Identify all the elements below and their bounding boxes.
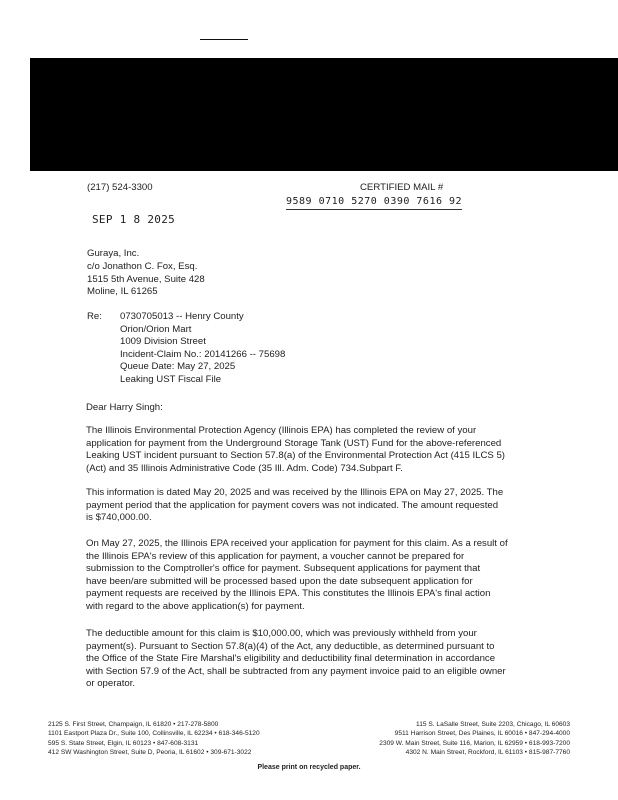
paragraph-line: This information is dated May 20, 2025 and was received by the Illinois EPA on May 27, 2025. The [86,487,504,498]
paragraph-line: with regard to the above application(s) for payment. [86,600,305,612]
re-line: Incident-Claim No.: 20141266 -- 75698 [120,348,286,360]
footer-address: 115 S. LaSalle Street, Suite 2203, Chicago, IL 60603 [416,721,570,728]
paragraph-line: The Illinois Environmental Protection Agency (Illinois EPA) has completed the review of your [86,425,477,436]
re-line: 1009 Division Street [120,336,206,347]
footer-address: 595 S. State Street, Elgin, IL 60123 • 847-608-3131 [48,739,199,747]
paragraph-line: payment(s). Pursuant to Section 57.8(a)(4) of the Act, any deductible, as determined pursuant to [86,640,495,652]
re-details [120,311,285,386]
paragraph-final-action [86,538,508,614]
re-line: Queue Date: May 27, 2025 [120,361,236,372]
salutation: Dear Harry Singh: [86,402,163,413]
address-line: c/o Jonathon C. Fox, Esq. [87,260,198,272]
date-stamp: SEP 1 8 2025 [92,213,176,226]
paragraph-line: have been/are submitted will be processed based upon the date subsequent application for [86,575,473,587]
paragraph-line: (Act) and 35 Illinois Administrative Code (35 Ill. Adm. Code) 734.Subpart F. [86,462,403,474]
paragraph-line: On May 27, 2025, the Illinois EPA received your application for payment for this claim. As a result of [86,538,508,549]
footer-address: 4302 N. Main Street, Rockford, IL 61103 • 815-987-7760 [405,749,570,757]
footer-offices-right [379,720,570,758]
re-label: Re: [87,311,102,322]
certified-mail-label: CERTIFIED MAIL # [360,182,444,193]
paragraph-information [86,487,503,525]
paragraph-line: with Section 57.9 of the Act, shall be subtracted from any payment invoice paid to an eligible owner [86,665,506,677]
paragraph-line: payment period that the application for payment covers was not indicated. The amount requested [86,499,499,511]
re-line: Leaking UST Fiscal File [120,373,222,385]
redacted-letterhead [30,58,618,171]
agency-phone: (217) 524-3300 [87,182,153,193]
footer-address: 1101 Eastport Plaza Dr., Suite 100, Collinsville, IL 62234 • 618-346-5120 [48,730,260,738]
address-line: Moline, IL 61265 [87,286,158,298]
footer-address: 412 SW Washington Street, Suite D, Peoria, IL 61602 • 309-671-3022 [48,749,252,757]
paragraph-deductible [86,628,506,691]
paragraph-line: The deductible amount for this claim is $10,000.00, which was previously withheld from your [86,628,477,639]
recycled-paper-note: Please print on recycled paper. [257,764,361,771]
footer-address: 2125 S. First Street, Champaign, IL 61820 • 217-278-5800 [48,721,219,728]
re-line: Orion/Orion Mart [120,323,192,335]
header-rule [200,39,248,40]
footer-address: 9511 Harrison Street, Des Plaines, IL 60016 • 847-294-4000 [394,730,570,738]
paragraph-line: or operator. [86,678,136,690]
address-line: 1515 5th Avenue, Suite 428 [87,273,205,285]
paragraph-review [86,425,505,475]
footer-offices-left [48,720,260,758]
paragraph-line: the Illinois EPA's review of this application for payment, a voucher cannot be prepared for [86,550,465,562]
paragraph-line: is $740,000.00. [86,512,152,524]
recipient-address [87,248,205,299]
paragraph-line: Leaking UST incident pursuant to Section 57.8(a) of the Environmental Protection Act (415 ILCS 5) [86,450,505,462]
certified-mail-number: 9589 0710 5270 0390 7616 92 [286,196,462,210]
re-line: 0730705013 -- Henry County [120,311,244,322]
paragraph-line: payment requests are received by the Illinois EPA. This constitutes the Illinois EPA's final action [86,588,491,600]
paragraph-line: the Office of the State Fire Marshal's eligibility and deductibility final determination in accordance [86,653,496,665]
address-line: Guraya, Inc. [87,248,140,259]
footer-address: 2309 W. Main Street, Suite 116, Marion, IL 62959 • 618-993-7200 [379,739,570,747]
paragraph-line: submission to the Comptroller's office for payment. Subsequent applications for payment that [86,563,481,575]
paragraph-line: application for payment from the Underground Storage Tank (UST) Fund for the above-referenced [86,437,502,449]
